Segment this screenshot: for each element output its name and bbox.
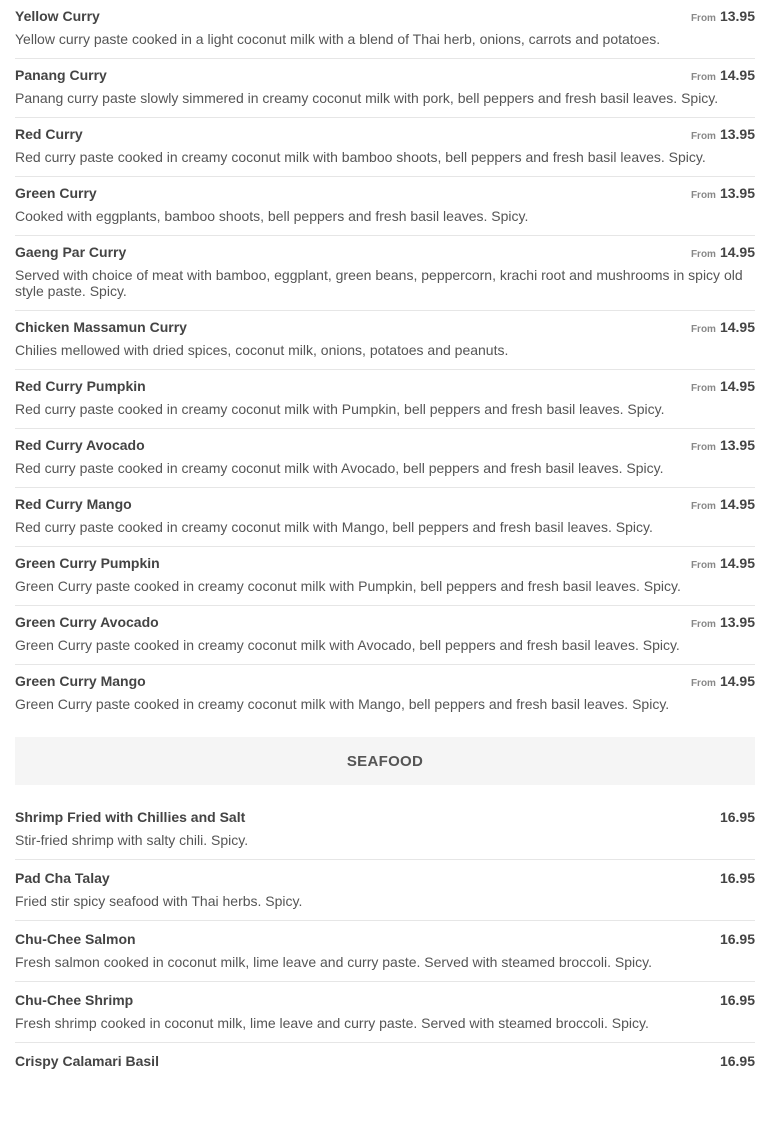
item-name: Panang Curry	[15, 67, 107, 83]
item-price	[691, 555, 755, 571]
item-name: Yellow Curry	[15, 8, 100, 24]
menu-item[interactable]	[15, 236, 755, 311]
seafood-section	[15, 799, 755, 1081]
item-price: 16.95	[719, 809, 755, 825]
item-description: Red curry paste cooked in creamy coconut milk with Mango, bell peppers and fresh basil leaves. Spicy.	[15, 519, 653, 535]
item-name: Pad Cha Talay	[15, 870, 110, 886]
price-value: 13.95	[719, 126, 755, 142]
item-name: Shrimp Fried with Chillies and Salt	[15, 809, 246, 825]
item-description: Cooked with eggplants, bamboo shoots, bell peppers and fresh basil leaves. Spicy.	[15, 208, 529, 224]
item-name: Green Curry Pumpkin	[15, 555, 160, 571]
menu-item[interactable]	[15, 118, 755, 177]
item-price	[691, 67, 755, 83]
item-price	[691, 185, 755, 201]
menu-item[interactable]	[15, 547, 755, 606]
item-name: Chicken Massamun Curry	[15, 319, 187, 335]
menu-item[interactable]	[15, 311, 755, 370]
from-label: From	[690, 501, 716, 512]
from-label: From	[690, 678, 716, 689]
item-description: Fried stir spicy seafood with Thai herbs. Spicy.	[15, 893, 303, 909]
from-label: From	[690, 72, 716, 83]
from-label: From	[690, 324, 716, 335]
item-price: 16.95	[719, 931, 755, 947]
item-price	[691, 126, 755, 142]
item-name: Crispy Calamari Basil	[15, 1053, 159, 1069]
item-description: Panang curry paste slowly simmered in creamy coconut milk with pork, bell peppers and fresh basil leaves. Spicy.	[15, 90, 719, 106]
price-value: 14.95	[719, 378, 755, 394]
item-description: Stir-fried shrimp with salty chili. Spicy.	[15, 832, 249, 848]
item-name: Red Curry Mango	[15, 496, 132, 512]
item-price: 16.95	[719, 1053, 755, 1069]
item-price	[691, 244, 755, 260]
curry-section	[15, 0, 755, 723]
price-value: 13.95	[719, 185, 755, 201]
price-value: 14.95	[719, 319, 755, 335]
menu-item[interactable]	[15, 606, 755, 665]
item-description: Yellow curry paste cooked in a light coconut milk with a blend of Thai herb, onions, carrots and potatoes.	[15, 31, 661, 47]
item-name: Green Curry Avocado	[15, 614, 159, 630]
price-value: 14.95	[719, 244, 755, 260]
item-name: Chu-Chee Shrimp	[15, 992, 134, 1008]
menu-item[interactable]	[15, 1043, 755, 1081]
menu-list	[15, 0, 755, 1081]
price-value: 14.95	[719, 496, 755, 512]
from-label: From	[690, 190, 716, 201]
item-description: Chilies mellowed with dried spices, coconut milk, onions, potatoes and peanuts.	[15, 342, 509, 358]
price-value: 13.95	[719, 614, 755, 630]
item-name: Red Curry Pumpkin	[15, 378, 146, 394]
item-description: Green Curry paste cooked in creamy coconut milk with Mango, bell peppers and fresh basil leaves. Spicy.	[15, 696, 670, 712]
menu-item[interactable]	[15, 982, 755, 1043]
item-price	[691, 496, 755, 512]
menu-item[interactable]	[15, 488, 755, 547]
price-value: 13.95	[719, 8, 755, 24]
price-value: 14.95	[719, 555, 755, 571]
menu-item[interactable]	[15, 59, 755, 118]
from-label: From	[690, 560, 716, 571]
price-value: 14.95	[719, 673, 755, 689]
item-description: Served with choice of meat with bamboo, eggplant, green beans, peppercorn, krachi root and mushrooms in spicy old style paste. Spicy.	[15, 267, 743, 299]
item-price	[691, 319, 755, 335]
price-value: 14.95	[719, 67, 755, 83]
menu-item[interactable]	[15, 799, 755, 860]
item-description: Green Curry paste cooked in creamy coconut milk with Pumpkin, bell peppers and fresh basil leaves. Spicy.	[15, 578, 681, 594]
menu-item[interactable]	[15, 429, 755, 488]
item-description: Red curry paste cooked in creamy coconut milk with Pumpkin, bell peppers and fresh basil leaves. Spicy.	[15, 401, 665, 417]
item-description: Red curry paste cooked in creamy coconut milk with Avocado, bell peppers and fresh basil leaves. Spicy.	[15, 460, 664, 476]
item-name: Chu-Chee Salmon	[15, 931, 136, 947]
price-value: 13.95	[719, 437, 755, 453]
item-name: Gaeng Par Curry	[15, 244, 127, 260]
from-label: From	[690, 249, 716, 260]
from-label: From	[690, 619, 716, 630]
menu-item[interactable]	[15, 921, 755, 982]
item-description: Red curry paste cooked in creamy coconut milk with bamboo shoots, bell peppers and fresh basil leaves. Spicy.	[15, 149, 706, 165]
item-name: Green Curry	[15, 185, 97, 201]
item-description: Fresh shrimp cooked in coconut milk, lime leave and curry paste. Served with steamed broccoli. Spicy.	[15, 1015, 649, 1031]
menu-item[interactable]	[15, 860, 755, 921]
menu-item[interactable]	[15, 370, 755, 429]
item-price	[691, 673, 755, 689]
item-name: Red Curry Avocado	[15, 437, 145, 453]
from-label: From	[690, 383, 716, 394]
menu-item[interactable]	[15, 665, 755, 723]
menu-item[interactable]	[15, 0, 755, 59]
from-label: From	[690, 13, 716, 24]
item-price	[691, 8, 755, 24]
item-description: Fresh salmon cooked in coconut milk, lime leave and curry paste. Served with steamed broccoli. Spicy.	[15, 954, 653, 970]
from-label: From	[690, 442, 716, 453]
item-price	[691, 614, 755, 630]
item-price	[691, 378, 755, 394]
item-price	[691, 437, 755, 453]
item-name: Green Curry Mango	[15, 673, 146, 689]
menu-item[interactable]	[15, 177, 755, 236]
from-label: From	[690, 131, 716, 142]
item-description: Green Curry paste cooked in creamy coconut milk with Avocado, bell peppers and fresh basil leaves. Spicy.	[15, 637, 680, 653]
item-price: 16.95	[719, 870, 755, 886]
section-header-seafood: SEAFOOD	[15, 737, 755, 785]
item-name: Red Curry	[15, 126, 83, 142]
item-price: 16.95	[719, 992, 755, 1008]
